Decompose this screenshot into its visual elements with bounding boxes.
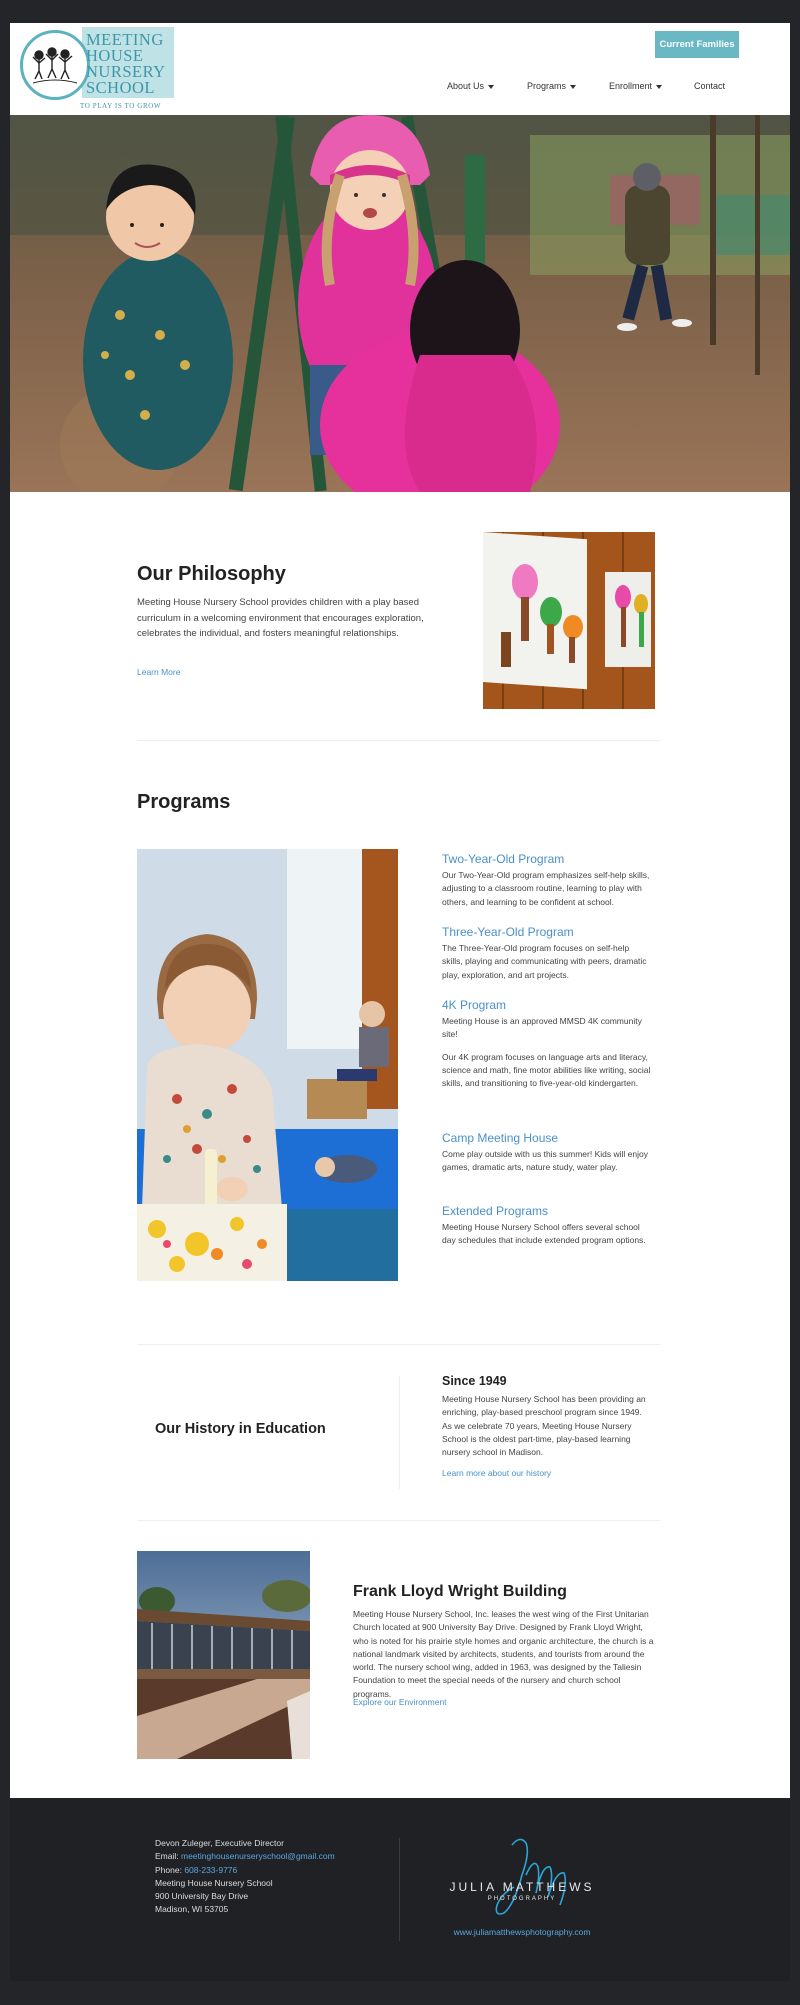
site-header bbox=[10, 23, 790, 115]
current-families-button[interactable]: Current Families bbox=[655, 31, 739, 58]
since-title: Since 1949 bbox=[442, 1374, 507, 1388]
program-4k-link[interactable]: 4K Program bbox=[442, 998, 507, 1012]
divider bbox=[137, 1344, 660, 1345]
nav-programs-label: Programs bbox=[527, 81, 567, 91]
program-two-year-old-link[interactable]: Two-Year-Old Program bbox=[442, 852, 565, 866]
photographer-website-link[interactable]: www.juliamatthewsphotography.com bbox=[453, 1927, 591, 1937]
nav-about-us[interactable] bbox=[447, 81, 494, 91]
program-three-year-old-text: The Three-Year-Old program focuses on self-help skills, playing and communicating with peers, dramatic play, exploration, and art projects. bbox=[442, 943, 647, 980]
footer-phone-row bbox=[155, 1864, 335, 1877]
logo-emblem-icon bbox=[20, 30, 90, 100]
site-footer bbox=[10, 1798, 790, 1981]
footer-address-line-1: Meeting House Nursery School bbox=[155, 1877, 273, 1888]
program-two-year-old-text: Our Two-Year-Old program emphasizes self-help skills, adjusting to a classroom routine, learning to play with others, and learning to be confident at school. bbox=[442, 870, 650, 907]
program-extended-link[interactable]: Extended Programs bbox=[442, 1204, 549, 1218]
programs-title: Programs bbox=[137, 791, 231, 813]
explore-environment-link[interactable]: Explore our Environment bbox=[353, 1697, 447, 1707]
nav-enrollment[interactable] bbox=[609, 81, 662, 91]
nav-contact[interactable]: Contact bbox=[694, 81, 726, 91]
page bbox=[10, 23, 790, 1798]
program-three-year-old bbox=[442, 925, 652, 982]
program-camp-text: Come play outside with us this summer! Kids will enjoy games, dramatic arts, nature study, water play. bbox=[442, 1149, 648, 1173]
program-camp-meeting-house bbox=[442, 1131, 652, 1175]
program-three-year-old-link[interactable]: Three-Year-Old Program bbox=[442, 925, 574, 939]
logo-tagline: TO PLAY IS TO GROW bbox=[80, 102, 162, 110]
nav-programs[interactable] bbox=[527, 81, 576, 91]
program-4k-text: Meeting House is an approved MMSD 4K community site! bbox=[442, 1016, 642, 1040]
philosophy-learn-more-link[interactable]: Learn More bbox=[137, 667, 181, 677]
caret-down-icon bbox=[488, 85, 494, 89]
footer-phone-link[interactable]: 608-233-9776 bbox=[184, 1864, 238, 1875]
footer-address-line-2: 900 University Bay Drive bbox=[155, 1891, 249, 1902]
divider bbox=[137, 740, 660, 741]
school-logo[interactable] bbox=[20, 27, 180, 111]
caret-down-icon bbox=[656, 85, 662, 89]
program-4k bbox=[442, 998, 652, 1090]
nav-about-us-label: About Us bbox=[447, 81, 485, 91]
footer-email-row bbox=[155, 1850, 335, 1863]
philosophy-text: Meeting House Nursery School provides children with a play based curriculum in a welcoming environment that encourages exploration, celebrates the individual, and fosters meaningful relationships. bbox=[137, 597, 424, 639]
caret-down-icon bbox=[570, 85, 576, 89]
program-4k-text-2: Our 4K program focuses on language arts and literacy, science and math, fine motor abilities like writing, social skills, and transitioning to five-year-old kindergarten. bbox=[442, 1051, 651, 1089]
history-learn-more-link[interactable]: Learn more about our history bbox=[442, 1468, 552, 1478]
program-two-year-old bbox=[442, 852, 652, 909]
photographer-subtitle: PHOTOGRAPHY bbox=[487, 1896, 557, 1902]
programs-child-painting-photo bbox=[137, 849, 398, 1281]
footer-phone-label: Phone: bbox=[155, 1864, 182, 1875]
photographer-name: JULIA MATTHEWS bbox=[449, 1880, 595, 1894]
flw-building-text: Meeting House Nursery School, Inc. leases the west wing of the First Unitarian Church located at 900 University Bay Drive. Designed by Frank Lloyd Wright, who is noted for his prairie style homes and organic architecture, the church is a national landmark visited by architects, students, and tourists from around the world. The nursery school wing, added in 1963, was designed by the Taliesin Foundation to meet the special needs of the nursery and church school programs. bbox=[353, 1609, 654, 1699]
history-title: Our History in Education bbox=[155, 1421, 326, 1437]
vertical-divider bbox=[399, 1376, 400, 1489]
philosophy-title: Our Philosophy bbox=[137, 563, 286, 585]
building-photo bbox=[137, 1551, 310, 1759]
nav-enrollment-label: Enrollment bbox=[609, 81, 653, 91]
footer-email-label: Email: bbox=[155, 1851, 179, 1862]
footer-contact-info bbox=[155, 1837, 335, 1917]
since-text: Meeting House Nursery School has been providing an enriching, play-based preschool program since 1949. As we celebrate 70 years, Meeting House Nursery School is the oldest part-time, play-based learning nursery school in Madison. bbox=[442, 1394, 646, 1458]
divider bbox=[137, 1520, 660, 1521]
photographer-logo bbox=[442, 1835, 602, 1935]
program-camp-link[interactable]: Camp Meeting House bbox=[442, 1131, 559, 1145]
footer-director: Devon Zuleger, Executive Director bbox=[155, 1838, 284, 1848]
philosophy-artwork-photo bbox=[483, 532, 655, 709]
logo-text: MEETING HOUSE NURSERY SCHOOL bbox=[86, 30, 166, 97]
hero-photo bbox=[10, 115, 790, 492]
flw-building-title: Frank Lloyd Wright Building bbox=[353, 1583, 567, 1600]
footer-divider bbox=[399, 1838, 400, 1941]
footer-address-line-3: Madison, WI 53705 bbox=[155, 1904, 229, 1915]
program-extended bbox=[442, 1204, 652, 1248]
footer-email-link[interactable]: meetinghousenurseryschool@gmail.com bbox=[181, 1851, 335, 1862]
program-extended-text: Meeting House Nursery School offers several school day schedules that include extended program options. bbox=[442, 1222, 646, 1246]
